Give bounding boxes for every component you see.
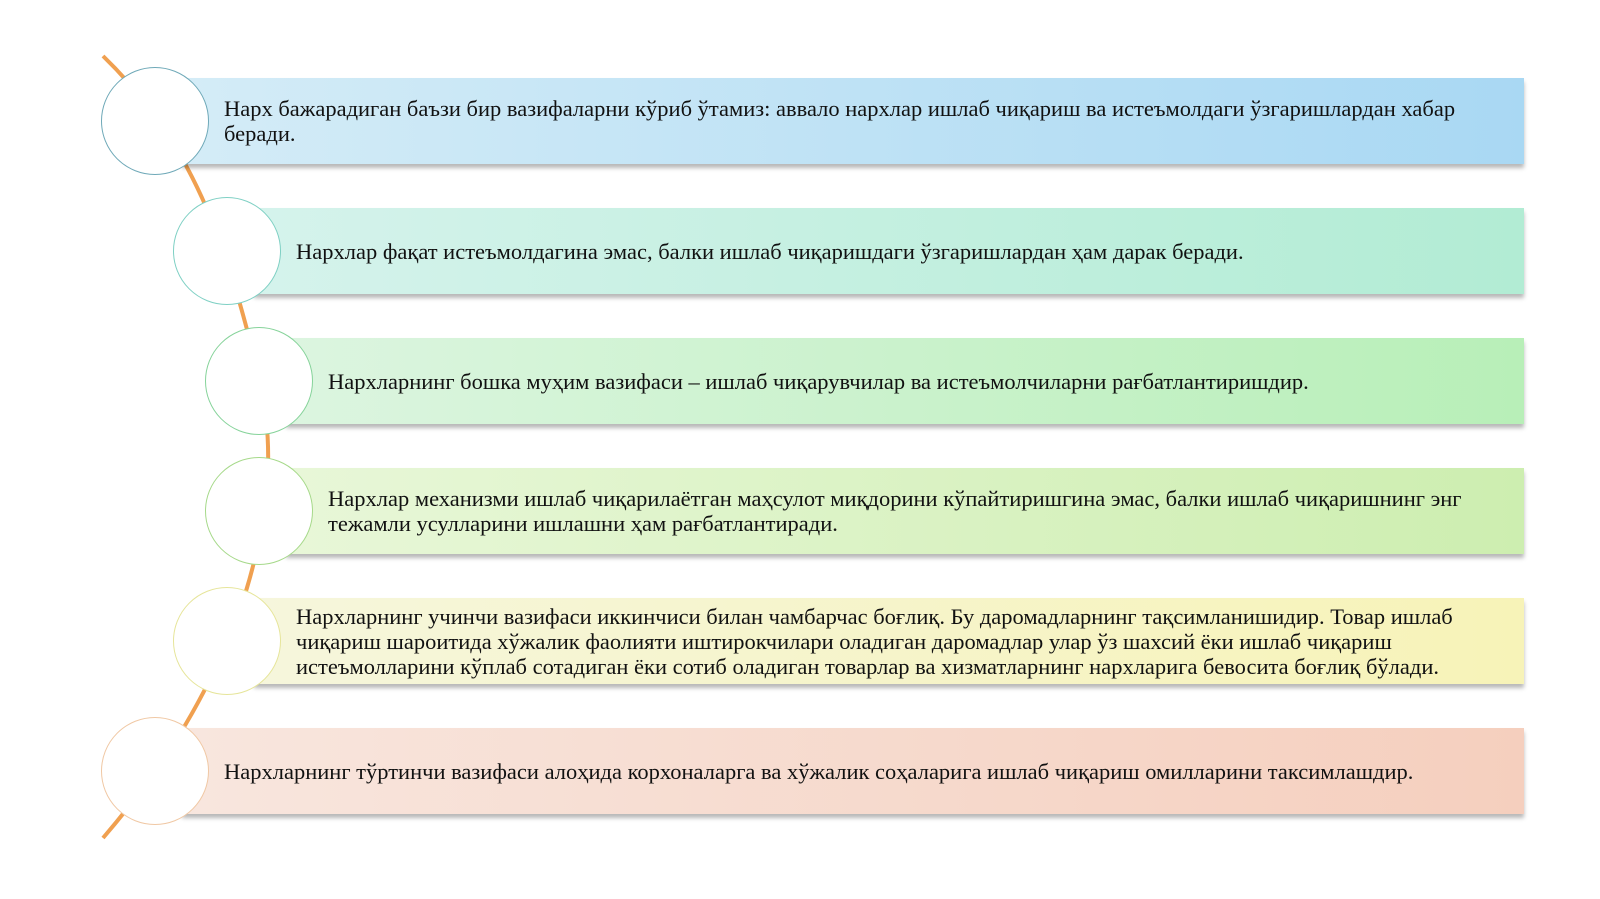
item-bar [182,78,1524,164]
item-bar [254,598,1524,684]
item-text: Нархларнинг бошка муҳим вазифаси – ишлаб чиқарувчилар ва истеъмолчиларни рағбатлантиришдир. [328,368,1309,394]
item-text: Нархларнинг тўртинчи вазифаси алоҳида корхоналарга ва хўжалик соҳаларига ишлаб чиқариш омилларини таксимлашдир. [224,758,1414,784]
circle-node [101,717,209,825]
circle-node [173,197,281,305]
item-text: Нарх бажарадиган баъзи бир вазифаларни кўриб ўтамиз: аввало нархлар ишлаб чиқариш ва истеъмолдаги ўзгаришлардан хабар беради. [224,96,1456,146]
item-bar [286,338,1524,424]
circle-node [101,67,209,175]
circle-node [205,457,313,565]
item-bar [254,208,1524,294]
item-bar [286,468,1524,554]
circle-node [205,327,313,435]
item-text: Нархлар механизми ишлаб чиқарилаётган маҳсулот миқдорини кўпайтиришгина эмас, балки ишлаб чиқаришнинг энг тежамли усулларини ишлашни ҳам рағбатлантиради. [328,486,1462,536]
item-text: Нархларнинг учинчи вазифаси иккинчиси билан чамбарчас боғлиқ. Бу даромадларнинг тақсимланишидир. Товар ишлаб чиқариш шароитида хўжалик фаолияти иштирокчилари оладиган даромадлар улар ўз шахсий ёки ишлаб чиқариш истеъмолларини кўплаб сотадиган ёки сотиб оладиган товарлар ва хизматларнинг нархларига бевосита боғлиқ бўлади. [296,603,1453,679]
item-bar [182,728,1524,814]
item-text: Нархлар фақат истеъмолдагина эмас, балки ишлаб чиқаришдаги ўзгаришлардан ҳам дарак беради. [296,238,1244,264]
circle-node [173,587,281,695]
